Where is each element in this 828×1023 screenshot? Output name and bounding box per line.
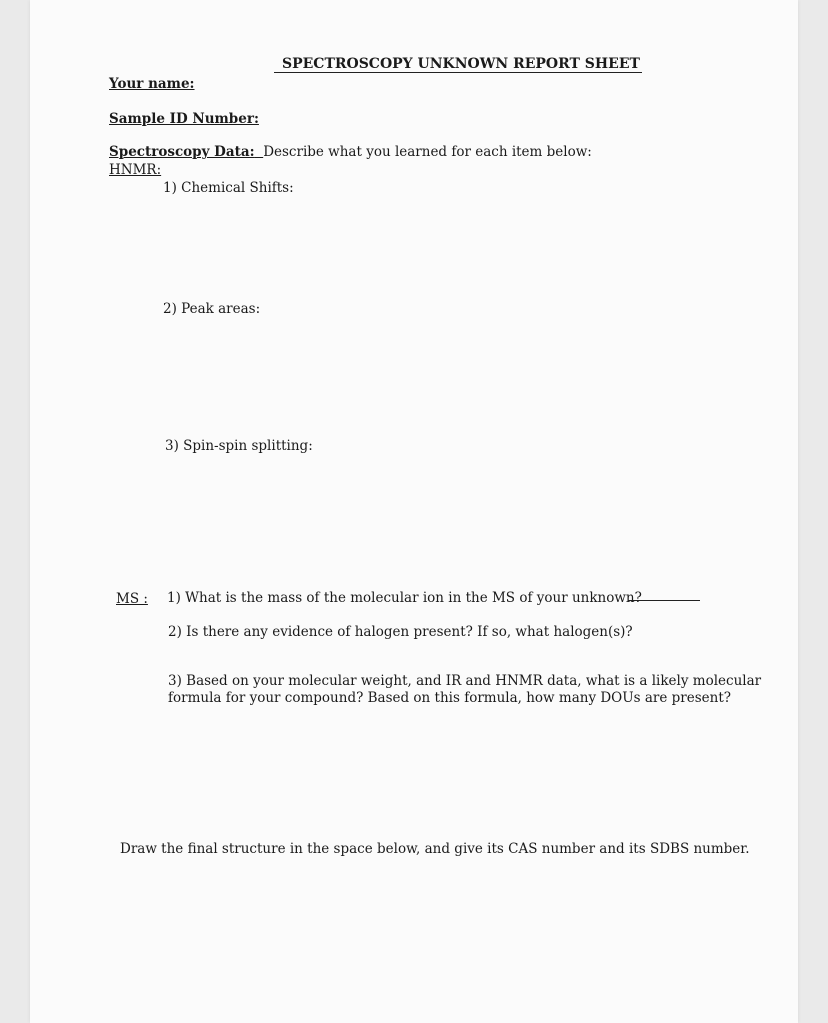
sample-id-label: Sample ID Number: (109, 111, 259, 127)
page-title: SPECTROSCOPY UNKNOWN REPORT SHEET (274, 57, 642, 73)
ms-label: MS : (116, 591, 148, 607)
answer-blank-line (628, 600, 700, 601)
spectroscopy-instruction: Describe what you learned for each item below: (263, 144, 592, 160)
hnmr-item-spin-splitting: 3) Spin-spin splitting: (165, 438, 313, 454)
your-name-label: Your name: (109, 76, 195, 92)
ms-question-3-line-2: formula for your compound? Based on this formula, how many DOUs are present? (168, 690, 731, 706)
hnmr-item-chemical-shifts: 1) Chemical Shifts: (163, 180, 294, 196)
report-sheet (30, 0, 798, 1023)
spectroscopy-data-line (109, 146, 592, 160)
ms-question-1: 1) What is the mass of the molecular ion in the MS of your unknown? (167, 590, 642, 606)
hnmr-label: HNMR: (109, 162, 162, 178)
spectroscopy-data-label: Spectroscopy Data: (109, 144, 255, 160)
ms-question-2: 2) Is there any evidence of halogen present? If so, what halogen(s)? (168, 624, 633, 640)
ms-question-3-line-1: 3) Based on your molecular weight, and IR and HNMR data, what is a likely molecular (168, 673, 762, 689)
hnmr-item-peak-areas: 2) Peak areas: (163, 301, 261, 317)
final-structure-instruction: Draw the final structure in the space below, and give its CAS number and its SDBS number. (120, 841, 750, 857)
